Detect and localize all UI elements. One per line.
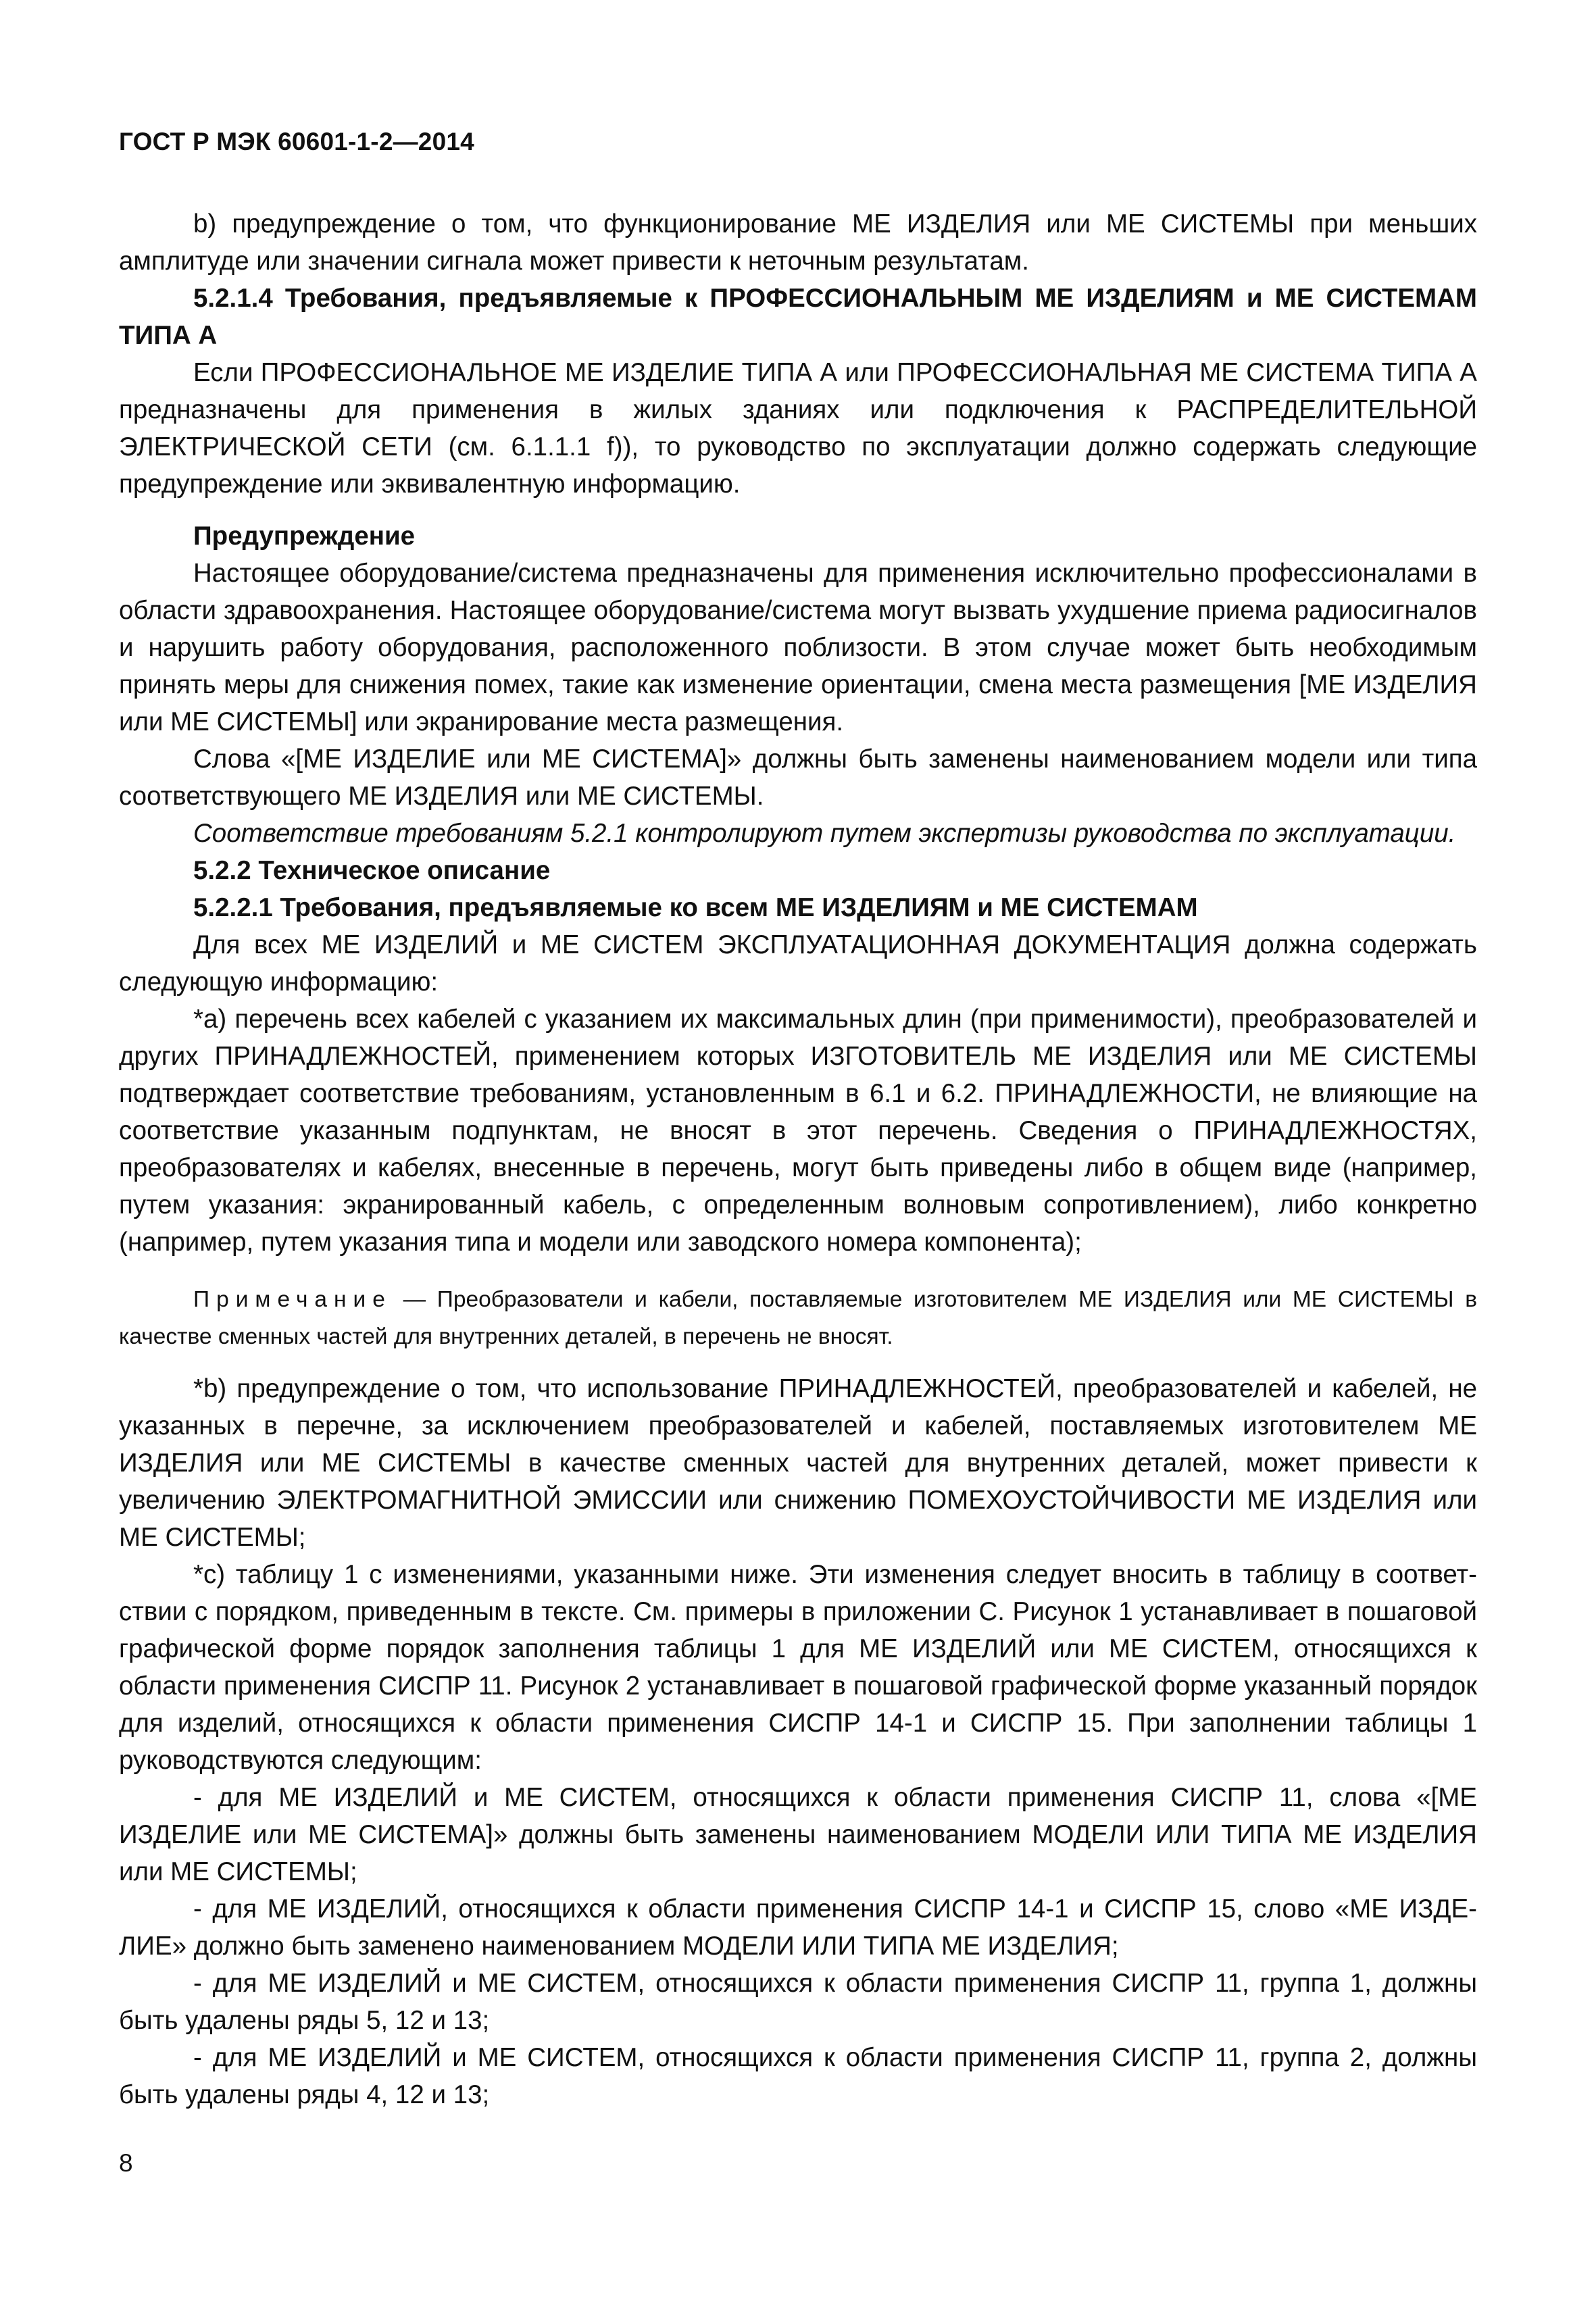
paragraph-words-replace: Слова «[МЕ ИЗДЕЛИЕ или МЕ СИСТЕМА]» должны быть заменены наименованием модели или типа соответствующего МЕ ИЗДЕЛИЯ или МЕ СИСТЕМЫ. xyxy=(119,745,1477,811)
page-number: 8 xyxy=(119,2149,133,2177)
dash-item-2: - для МЕ ИЗДЕЛИЙ, относящихся к области применения СИСПР 14-1 и СИСПР 15, слово «МЕ ИЗДЕЛИЕ» должно быть заменено наименованием МОДЕЛИ ИЛИ ТИПА МЕ ИЗДЕЛИЯ; xyxy=(119,1894,1477,1961)
heading-5-2-2: 5.2.2 Техническое описание xyxy=(193,856,551,885)
paragraph-professional-type-a: Если ПРОФЕССИОНАЛЬНОЕ МЕ ИЗДЕЛИЕ ТИПА А или ПРОФЕССИОНАЛЬНАЯ МЕ СИСТЕМА ТИПА А предназначены для применения в жилых зданиях или подключения к РАСПРЕДЕЛИТЕЛЬНОЙ ЭЛЕКТРИЧЕСКОЙ СЕТИ (см. 6.1.1.1 f)), то руководство по эксплуатации должно содержать следующие предупреждение или эквивалентную информацию. xyxy=(119,358,1477,499)
paragraph-compliance: Соответствие требованиям 5.2.1 контролируют путем экспертизы руководства по эксплуатации. xyxy=(193,819,1456,848)
list-item-b: *b) предупреждение о том, что использование ПРИНАДЛЕЖНОСТЕЙ, преобразователей и кабелей, не указанных в перечне, за исключением преобразователей и кабелей, поставляемых изготовителем МЕ ИЗДЕЛИЯ или МЕ СИСТЕМЫ в качестве сменных частей для внутренних деталей, может привести к увеличению ЭЛЕКТРОМАГНИТНОЙ ЭМИССИИ или снижению ПОМЕХОУСТОЙЧИВОСТИ МЕ ИЗДЕЛИЯ или МЕ СИСТЕМЫ; xyxy=(119,1374,1477,1552)
dash-item-1: - для МЕ ИЗДЕЛИЙ и МЕ СИСТЕМ, относящихся к области применения СИСПР 11, слова «[МЕ ИЗДЕЛИЕ или МЕ СИСТЕМА]» должны быть заменены наименованием МОДЕЛИ ИЛИ ТИПА МЕ ИЗДЕЛИЯ или МЕ СИСТЕМЫ; xyxy=(119,1783,1477,1886)
paragraph-for-all-devices: Для всех МЕ ИЗДЕЛИЙ и МЕ СИСТЕМ ЭКСПЛУАТАЦИОННАЯ ДОКУМЕНТАЦИЯ должна содержать следующую информацию: xyxy=(119,930,1477,997)
paragraph-b-continuation: b) предупреждение о том, что функционирование МЕ ИЗДЕЛИЯ или МЕ СИСТЕМЫ при меньших амплитуде или значении сигнала может привести к неточным результатам. xyxy=(119,209,1477,276)
heading-5-2-2-1: 5.2.2.1 Требования, предъявляемые ко всем МЕ ИЗДЕЛИЯМ и МЕ СИСТЕМАМ xyxy=(193,893,1198,922)
document-id-header: ГОСТ Р МЭК 60601-1-2—2014 xyxy=(119,128,474,155)
dash-item-4: - для МЕ ИЗДЕЛИЙ и МЕ СИСТЕМ, относящихся к области применения СИСПР 11, группа 2, должны быть удалены ряды 4, 12 и 13; xyxy=(119,2043,1477,2109)
dash-item-3: - для МЕ ИЗДЕЛИЙ и МЕ СИСТЕМ, относящихся к области применения СИСПР 11, группа 1, должны быть удалены ряды 5, 12 и 13; xyxy=(119,1969,1477,2035)
note-label: Примечание xyxy=(193,1287,392,1312)
heading-5-2-1-4: 5.2.1.4 Требования, предъявляемые к ПРОФЕССИОНАЛЬНЫМ МЕ ИЗДЕЛИЯМ и МЕ СИСТЕМАМ ТИПА А xyxy=(119,284,1477,350)
list-item-c: *c) таблицу 1 с изменениями, указанными ниже. Эти изменения следует вносить в таблицу в соответствии с порядком, приведенным в тексте. См. примеры в приложении С. Рисунок 1 устанавливает в пошаговой графической форме порядок заполнения таблицы 1 для МЕ ИЗДЕЛИЙ или МЕ СИСТЕМ, относящихся к области применения СИСПР 11. Рисунок 2 устанавливает в пошаговой графической форме указанный порядок для изделий, относящихся к области применения СИСПР 14-1 и СИСПР 15. При заполнении таблицы 1 руководствуются следующим: xyxy=(119,1560,1477,1775)
note-text: — Преобразователи и кабели, поставляемые изготовителем МЕ ИЗДЕЛИЯ или МЕ СИСТЕМЫ в качестве сменных частей для внутренних деталей, в перечень не вносят. xyxy=(119,1287,1477,1349)
list-item-a: *a) перечень всех кабелей с указанием их максимальных длин (при применимости), преобразователей и других ПРИНАДЛЕЖНОСТЕЙ, применением которых ИЗГОТОВИТЕЛЬ МЕ ИЗДЕЛИЯ или МЕ СИСТЕМЫ подтверждает соответствие требованиям, установленным в 6.1 и 6.2. ПРИНАДЛЕЖНОСТИ, не влияющие на соответствие указанным подпунктам, не вносят в этот перечень. Сведения о ПРИНАДЛЕЖНОСТЯХ, преобразователях и кабелях, внесенные в перечень, могут быть приведены либо в общем виде (например, путем указания: экранированный кабель, с определенным волновым сопротивлением), либо конкретно (например, путем указания типа и модели или заводского номера компонента); xyxy=(119,1005,1477,1257)
note xyxy=(119,1281,1477,1355)
paragraph-warning-text: Настоящее оборудование/система предназначены для применения исключительно профессионалами в области здравоохранения. Настоящее оборудование/система могут вызвать ухудшение приема радиосигналов и нарушить работу оборудования, расположенного поблизости. В этом случае может быть необходимым принять меры для снижения помех, такие как изменение ориентации, смена места размещения [МЕ ИЗДЕЛИЯ или МЕ СИСТЕМЫ] или экранирование места размещения. xyxy=(119,559,1477,736)
heading-warning: Предупреждение xyxy=(193,522,416,551)
document-page xyxy=(119,126,1477,2113)
